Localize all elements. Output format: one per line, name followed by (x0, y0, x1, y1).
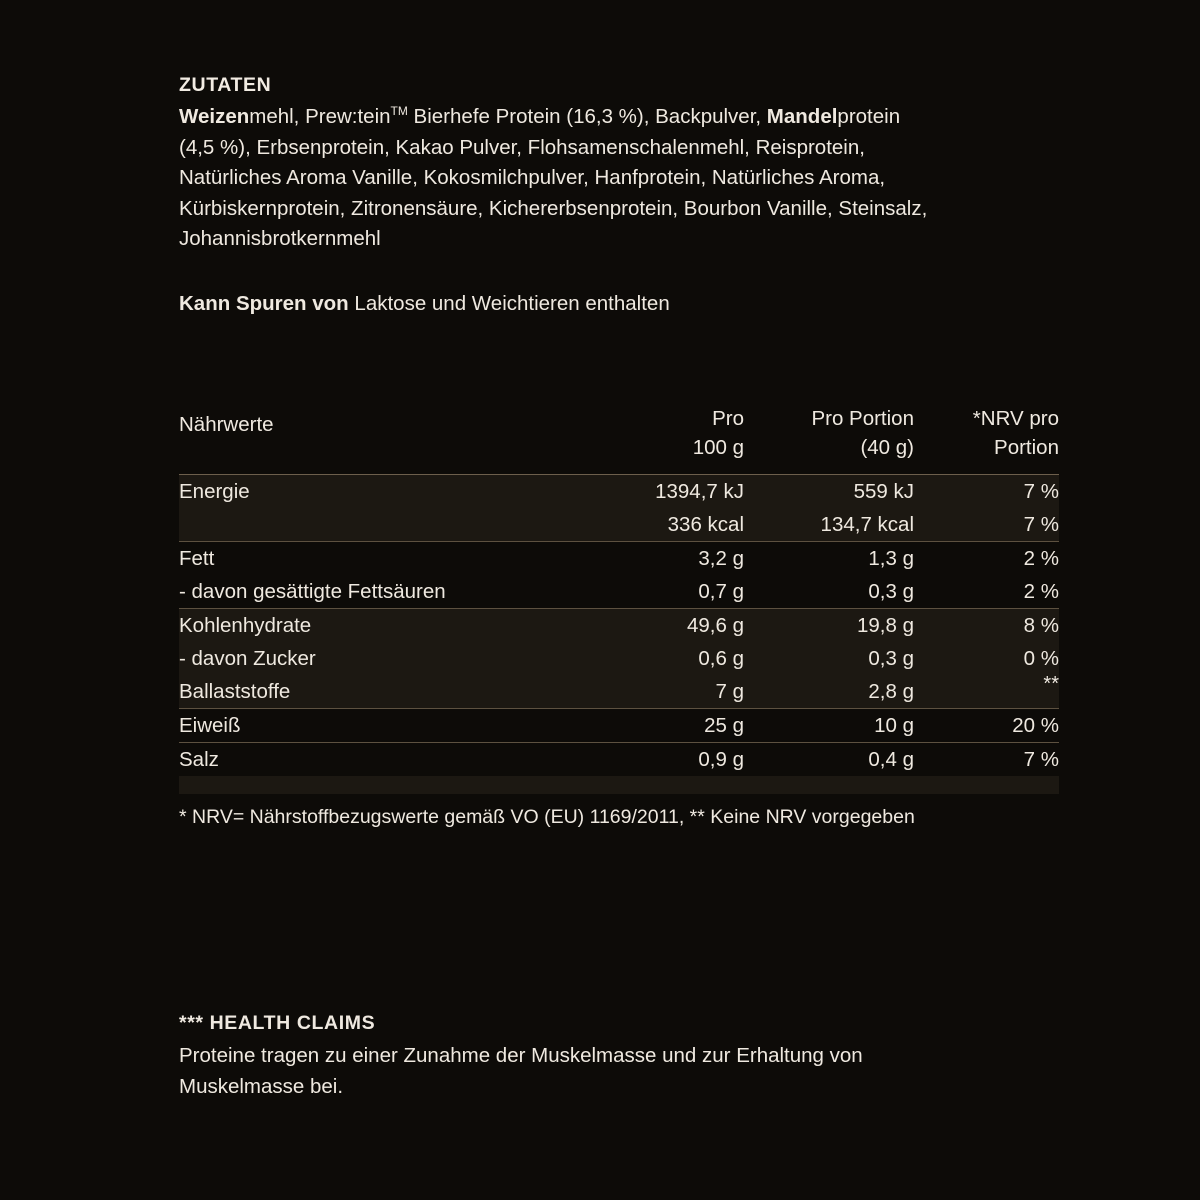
header-nrv-line2: Portion (994, 436, 1059, 459)
row-value-nrv: 8 % (914, 609, 1059, 643)
row-label: Salz (179, 743, 559, 777)
nrv-no-value-marker: ** (1043, 673, 1059, 696)
table-row (179, 709, 1059, 743)
table-bottom-spacer-cell (179, 776, 1059, 794)
header-per-100g (559, 404, 744, 474)
table-row (179, 508, 1059, 542)
header-nrv (914, 404, 1059, 474)
ingredients-line1-part1: mehl, Prew:tein (249, 105, 391, 128)
row-value-per-100g: 25 g (559, 709, 744, 743)
row-label (179, 508, 559, 542)
nutrition-title: Nährwerte (179, 413, 274, 436)
health-claims-heading: *** HEALTH CLAIMS (179, 1012, 376, 1034)
health-claims-line1: Proteine tragen zu einer Zunahme der Muskelmasse und zur Erhaltung von (179, 1044, 863, 1067)
table-row (179, 642, 1059, 675)
row-label: Ballaststoffe (179, 675, 559, 709)
table-row (179, 609, 1059, 643)
row-value-per-100g: 336 kcal (559, 508, 744, 542)
row-value-per-100g: 7 g (559, 675, 744, 709)
row-value-nrv: 20 % (914, 709, 1059, 743)
ingredients-line2: (4,5 %), Erbsenprotein, Kakao Pulver, Flohsamenschalenmehl, Reisprotein, (179, 135, 865, 159)
ingredients-section (179, 74, 1059, 255)
row-value-per-portion: 559 kJ (744, 475, 914, 509)
row-value-per-portion: 2,8 g (744, 675, 914, 709)
ingredients-line1-part3: protein (837, 105, 901, 128)
row-value-per-100g: 49,6 g (559, 609, 744, 643)
ingredient-bold-weizen: Weizen (179, 105, 250, 128)
row-value-nrv: 7 % (914, 475, 1059, 509)
row-value-per-100g: 0,7 g (698, 580, 744, 603)
ingredients-line5: Johannisbrotkernmehl (179, 227, 381, 250)
row-value-nrv: 2 % (914, 542, 1059, 576)
header-per-100g-line1: Pro (712, 407, 744, 430)
row-value-per-100g: 3,2 g (559, 542, 744, 576)
table-row (179, 743, 1059, 777)
row-value-per-100g: 1394,7 kJ (559, 475, 744, 509)
row-value-per-portion: 0,3 g (868, 580, 914, 603)
allergen-traces-label: Kann Spuren von (179, 292, 349, 315)
row-value-per-portion: 1,3 g (744, 542, 914, 576)
row-value-nrv: 7 % (914, 508, 1059, 542)
health-claims-text (179, 1040, 1059, 1102)
row-value-nrv: 0 % (914, 642, 1059, 675)
health-claims-section (179, 1012, 1059, 1102)
row-label: - davon gesättigte Fettsäuren (179, 580, 446, 603)
row-value-per-portion: 10 g (744, 709, 914, 743)
ingredients-line3: Natürliches Aroma Vanille, Kokosmilchpulver, Hanfprotein, Natürliches Aroma, (179, 166, 886, 189)
ingredient-bold-mandel: Mandel (766, 105, 838, 128)
nutrition-table-header (179, 404, 1059, 474)
row-value-per-portion: 0,3 g (744, 642, 914, 675)
row-label: Fett (179, 542, 559, 576)
ingredients-text (179, 102, 1059, 255)
table-row (179, 475, 1059, 509)
row-value-per-100g: 0,6 g (559, 642, 744, 675)
row-value-nrv (914, 675, 1059, 709)
row-value-per-portion: 0,4 g (744, 743, 914, 777)
row-value-nrv: 2 % (1023, 580, 1059, 603)
nutrition-table (179, 404, 1059, 794)
header-per-portion-line2: (40 g) (860, 436, 914, 459)
allergen-traces (179, 289, 670, 319)
header-per-100g-line2: 100 g (692, 436, 744, 459)
trademark-superscript: TM (390, 104, 408, 119)
table-row (179, 575, 1059, 609)
nutrition-footnote: * NRV= Nährstoffbezugswerte gemäß VO (EU) 1169/2011, ** Keine NRV vorgegeben (179, 806, 915, 828)
row-label: Energie (179, 475, 559, 509)
table-row (179, 675, 1059, 709)
header-per-portion-line1: Pro Portion (811, 407, 914, 430)
table-bottom-spacer (179, 776, 1059, 794)
health-claims-line2: Muskelmasse bei. (179, 1075, 344, 1098)
header-nrv-line1: *NRV pro (972, 407, 1059, 430)
ingredients-line1-part2: Bierhefe Protein (16,3 %), Backpulver, (407, 105, 767, 128)
row-value-per-100g: 0,9 g (559, 743, 744, 777)
row-value-per-portion: 19,8 g (744, 609, 914, 643)
allergen-traces-text: Laktose und Weichtieren enthalten (348, 292, 670, 315)
row-label: Eiweiß (179, 709, 559, 743)
header-per-portion (744, 404, 914, 474)
row-label: - davon Zucker (179, 642, 559, 675)
table-row (179, 542, 1059, 576)
ingredients-heading: ZUTATEN (179, 74, 272, 96)
row-value-nrv: 7 % (914, 743, 1059, 777)
row-label: Kohlenhydrate (179, 609, 559, 643)
row-value-per-portion: 134,7 kcal (744, 508, 914, 542)
ingredients-line4: Kürbiskernprotein, Zitronensäure, Kichererbsenprotein, Bourbon Vanille, Steinsalz, (179, 196, 928, 220)
